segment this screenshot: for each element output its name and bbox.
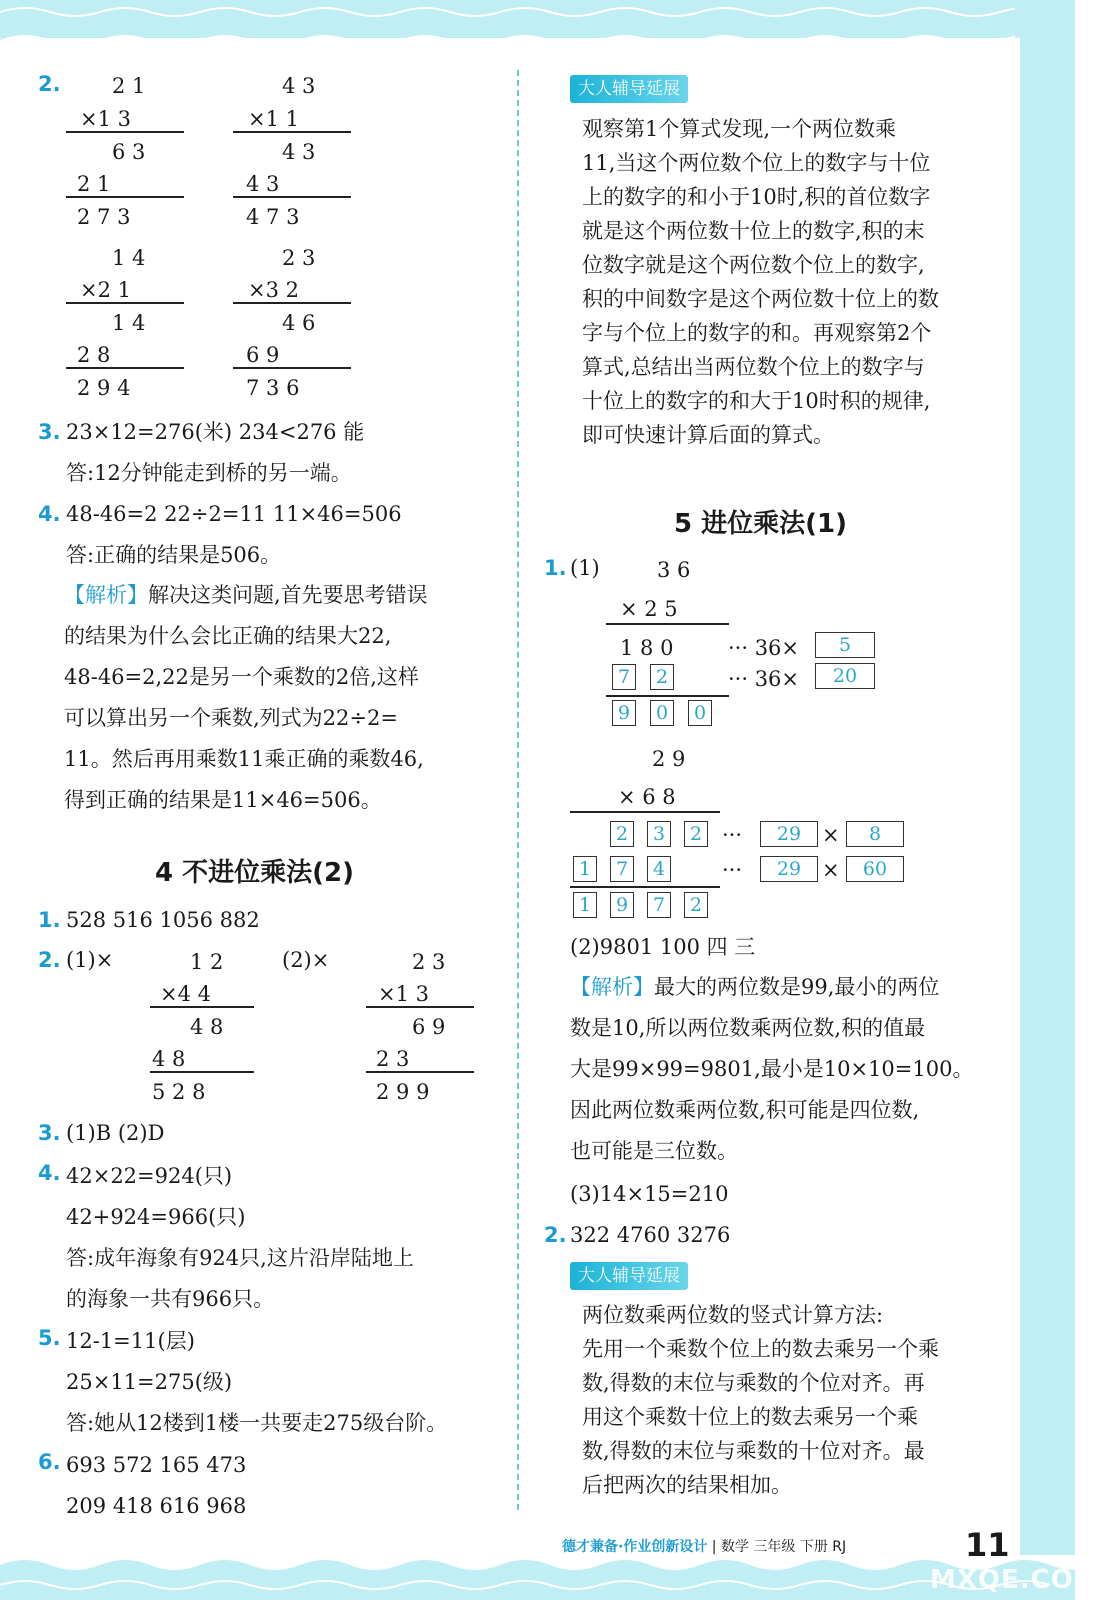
s4-q2-part2: (2)× <box>282 948 330 972</box>
answer-box: 60 <box>846 856 904 882</box>
answer-box: 0 <box>688 700 712 726</box>
watermark: MXQE.COM <box>930 1565 1101 1595</box>
section4-title: 4 不进位乘法(2) <box>155 858 354 888</box>
answer-box: 20 <box>815 663 875 689</box>
s4-q5-label: 5. <box>38 1326 61 1350</box>
q4-answer: 答:正确的结果是506。 <box>66 543 282 567</box>
answer-box: 0 <box>650 700 674 726</box>
s4-q4-label: 4. <box>38 1161 61 1185</box>
s4-q3-answer: (1)B (2)D <box>66 1121 165 1145</box>
s5-q1-label: 1. <box>544 556 567 580</box>
s4-q1-label: 1. <box>38 908 61 932</box>
q4-line1: 48-46=2 22÷2=11 11×46=506 <box>66 502 402 526</box>
s4-q6-answer: 693 572 165 473 209 418 616 968 <box>66 1453 247 1518</box>
q3-answer: 答:12分钟能走到桥的另一端。 <box>66 461 352 485</box>
answer-box: 9 <box>610 892 634 918</box>
s5-q1-part1: (1) <box>570 556 600 580</box>
q3-line1: 23×12=276(米) 234<276 能 <box>66 420 365 444</box>
s5-q1-part3: (3)14×15=210 <box>570 1182 729 1206</box>
parent-tip-text-1: 观察第1个算式发现,一个两位数乘 11,当这个两位数个位上的数字与十位 上的数字的和小于10时,积的首位数字 就是这个两位数十位上的数字,积的末 位数字就是这个两位数个位上的数字, 积的中间数字是这个两位数十位上的数 字与个位上的数字的和。再观察第2个 算式,总结出当两位数个位上的数字与 十位上的数字的和大于10时积的规律, 即可快速计算后面的算式。 <box>582 117 939 447</box>
section5-title: 5 进位乘法(1) <box>674 509 847 539</box>
right-border <box>1015 0 1075 1600</box>
page-footer <box>562 1536 846 1556</box>
s5-q1-explanation: 【解析】最大的两位数是99,最小的两位 数是10,所以两位数乘两位数,积的值最 大是99×99=9801,最小是10×10=100。 因此两位数乘两位数,积可能是四位数, 也可能是三位数。 <box>570 975 974 1163</box>
jiexi-label: 【解析】 <box>570 975 654 999</box>
s5-q2-answer: 322 4760 3276 <box>570 1223 731 1247</box>
answer-box: 8 <box>846 821 904 847</box>
parent-tip-tag-2: 大人辅导延展 <box>570 1262 688 1290</box>
column-divider <box>517 70 519 1510</box>
footer-brand: 德才兼备·作业创新设计 <box>562 1539 708 1555</box>
s5-q1-part2: (2)9801 100 四 三 <box>570 935 756 959</box>
s4-q4-answer: 42×22=924(只) 42+924=966(只) 答:成年海象有924只,这片沿岸陆地上 的海象一共有966只。 <box>66 1164 414 1311</box>
footer-info: | 数学 三年级 下册 RJ <box>711 1539 847 1555</box>
answer-box: 1 <box>573 856 597 882</box>
s4-q1-answer: 528 516 1056 882 <box>66 908 260 932</box>
answer-box: 7 <box>610 856 634 882</box>
answer-box: 7 <box>647 892 671 918</box>
page-number: 11 <box>965 1526 1010 1564</box>
jiexi-label: 【解析】 <box>64 583 148 607</box>
s4-q2-label: 2. <box>38 948 61 972</box>
s4-q2-part1: (1)× <box>66 948 114 972</box>
answer-box: 5 <box>815 632 875 658</box>
q4-explanation: 【解析】解决这类问题,首先要思考错误 的结果为什么会比正确的结果大22, 48-46=2,22是另一个乘数的2倍,这样 可以算出另一个乘数,列式为22÷2= 11。然后再用乘数11乘正确的乘数46, 得到正确的结果是11×46=506。 <box>64 583 428 812</box>
answer-box: 9 <box>612 700 636 726</box>
s4-q6-label: 6. <box>38 1450 61 1474</box>
parent-tip-tag-1: 大人辅导延展 <box>570 75 688 103</box>
answer-box: 2 <box>684 892 708 918</box>
s4-q5-answer: 12-1=11(层) 25×11=275(级) 答:她从12楼到1楼一共要走275级台阶。 <box>66 1329 448 1435</box>
q4-label: 4. <box>38 502 61 526</box>
answer-box: 2 <box>650 664 674 690</box>
answer-box: 1 <box>573 892 597 918</box>
answer-box: 4 <box>647 856 671 882</box>
s4-q3-label: 3. <box>38 1121 61 1145</box>
answer-box: 29 <box>760 821 818 847</box>
bottom-wave-border <box>0 1555 1075 1600</box>
parent-tip-text-2: 两位数乘两位数的竖式计算方法: 先用一个乘数个位上的数去乘另一个乘 数,得数的末位与乘数的个位对齐。再 用这个乘数十位上的数去乘另一个乘 数,得数的末位与乘数的十位对齐。最 后把两次的结果相加。 <box>582 1303 939 1497</box>
answer-box: 29 <box>760 856 818 882</box>
answer-box: 3 <box>647 821 671 847</box>
s5-q2-label: 2. <box>544 1223 567 1247</box>
answer-box: 2 <box>610 821 634 847</box>
answer-box: 2 <box>684 821 708 847</box>
q2-label: 2. <box>38 72 61 96</box>
answer-box: 7 <box>612 664 636 690</box>
q3-label: 3. <box>38 420 61 444</box>
